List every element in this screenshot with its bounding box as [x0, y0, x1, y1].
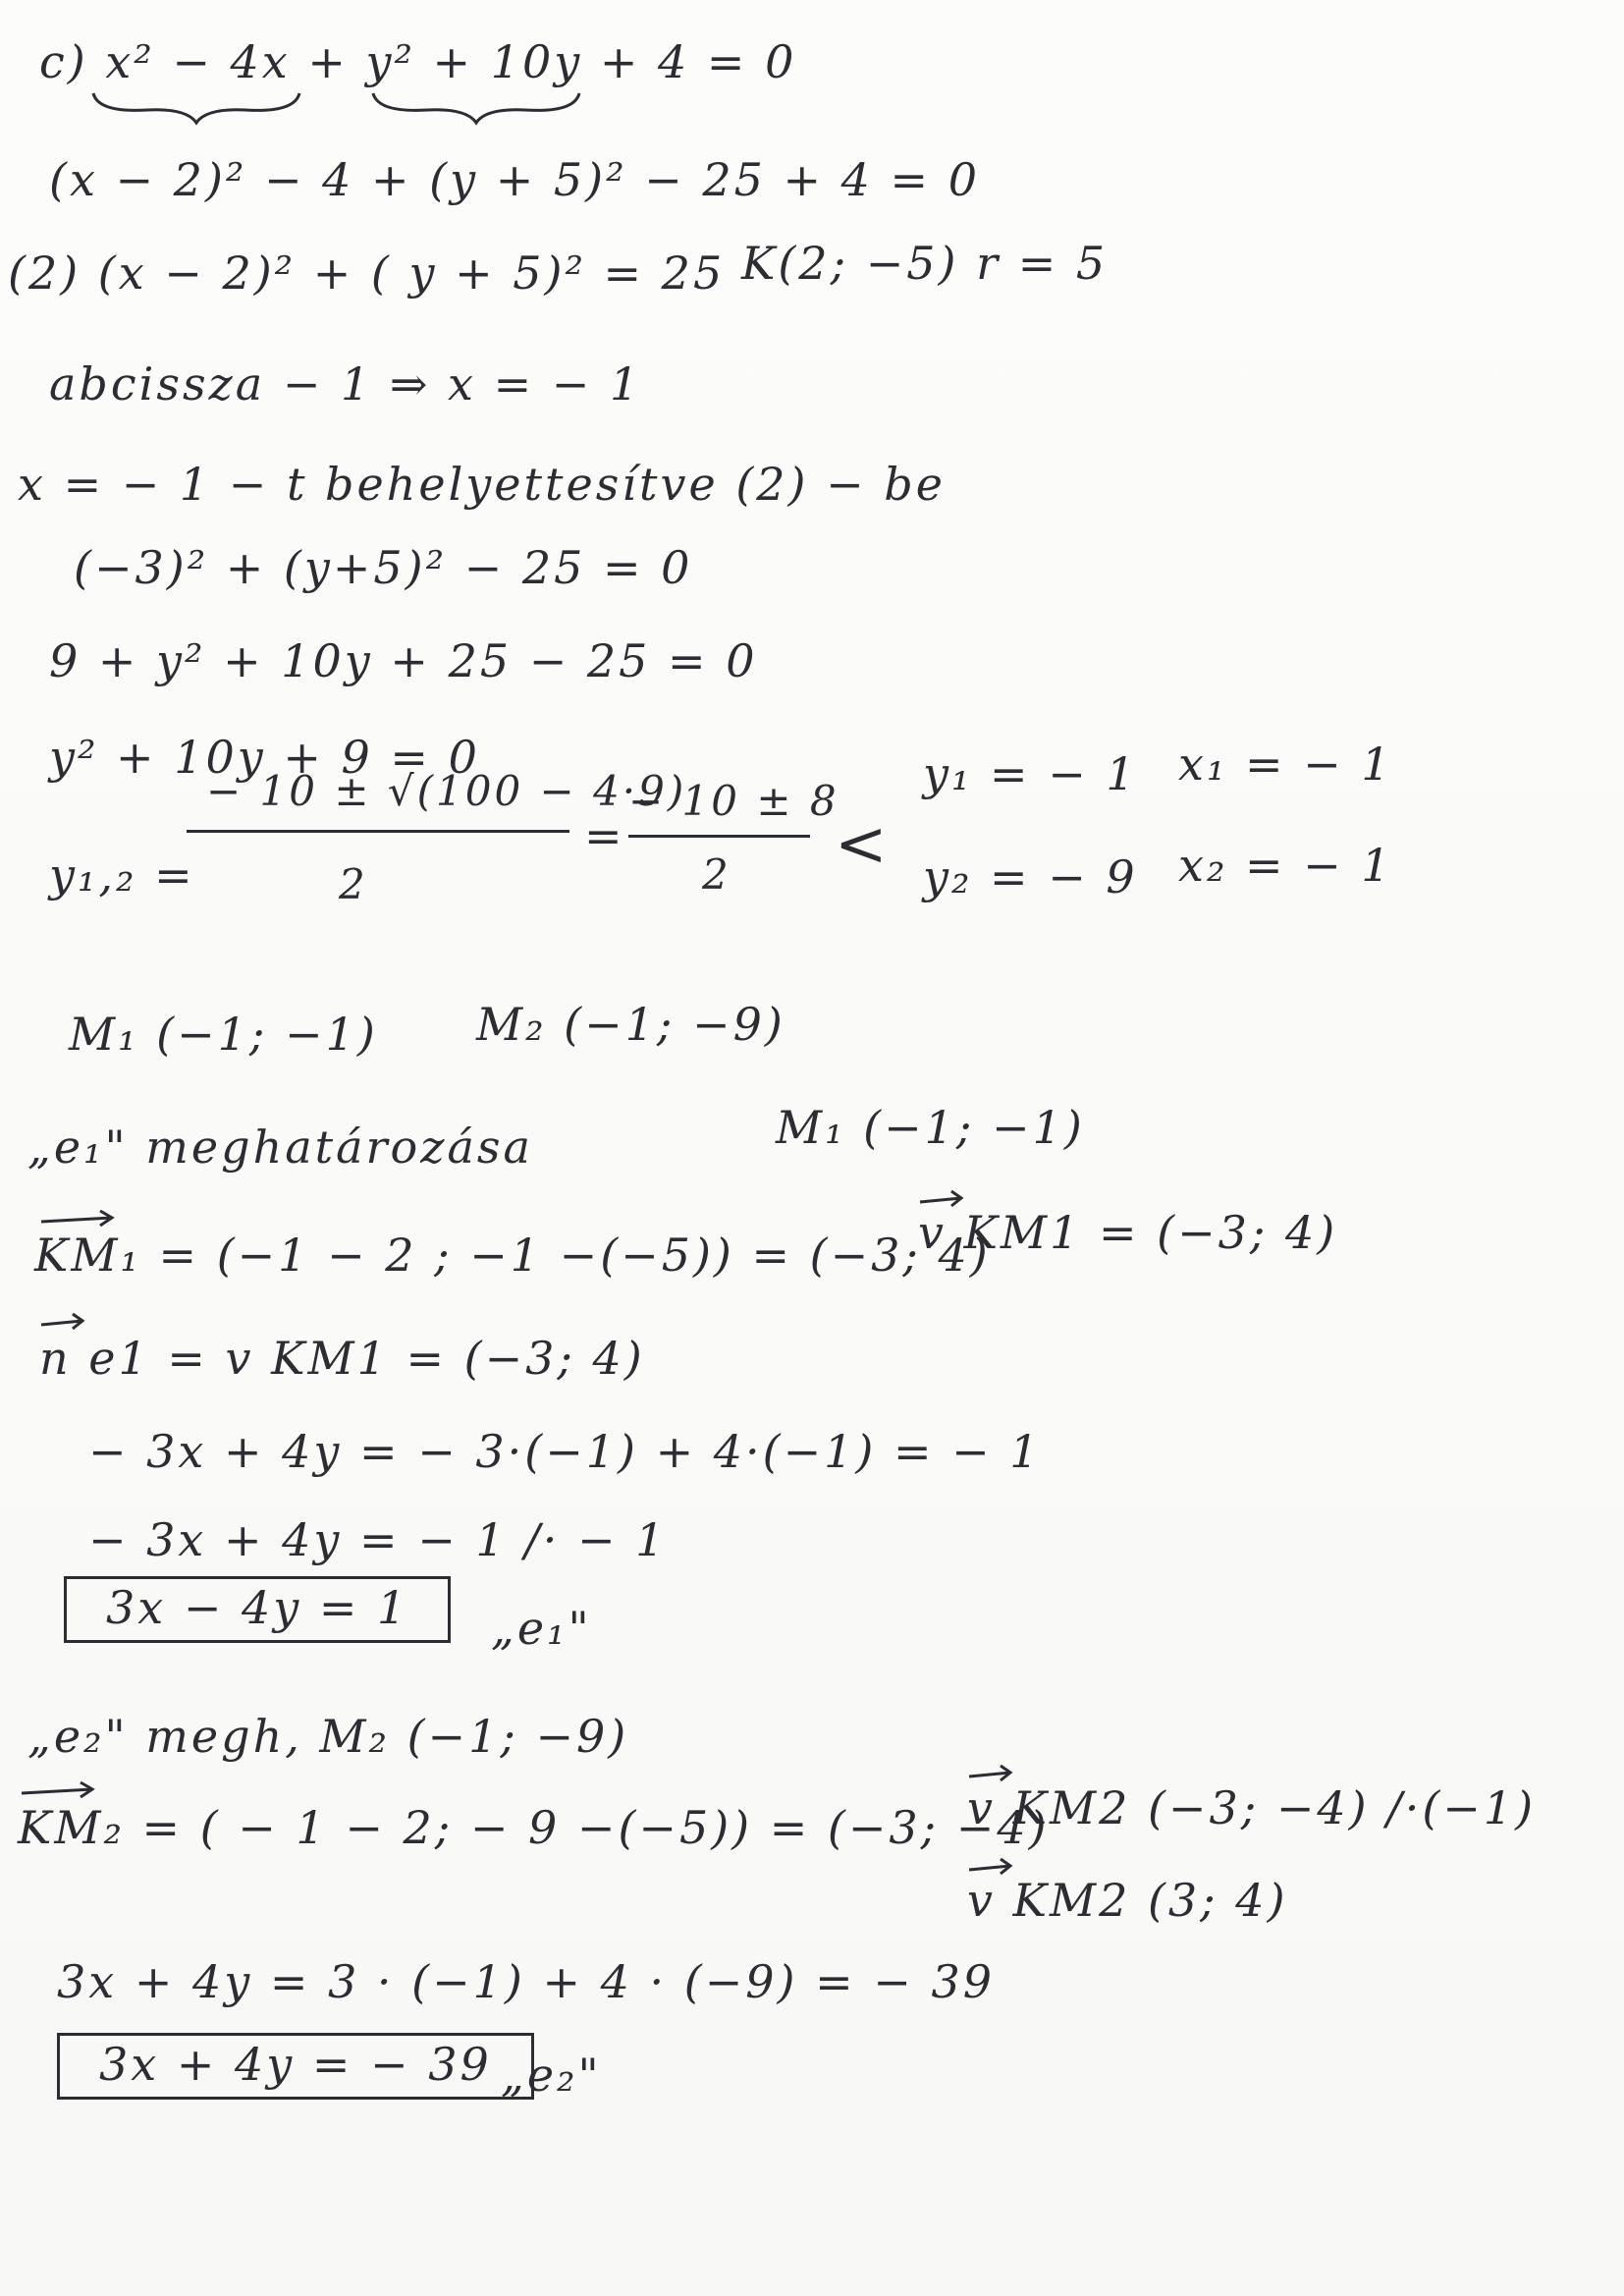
line-circle-standard: (2) (x − 2)² + ( y + 5)² = 25: [8, 246, 726, 300]
quadratic-denominator: 2: [339, 860, 368, 908]
line-substitute: x = − 1 − t behelyettesítve (2) − be: [18, 458, 946, 511]
equals-sign: =: [584, 809, 625, 862]
vector-arrow-km2: [20, 1779, 98, 1803]
quadratic-denominator-2: 2: [702, 850, 731, 899]
root-x1: x₁ = − 1: [1178, 738, 1393, 791]
line-expanded-eq: 9 + y² + 10y + 25 − 25 = 0: [49, 634, 758, 687]
direction-vector-km2: v KM2 (−3; −4) /·(−1): [967, 1781, 1537, 1834]
underbrace-x: [88, 88, 304, 128]
point-m1: M₁ (−1; −1): [69, 1008, 378, 1061]
line-e1-substitute: − 3x + 4y = − 3·(−1) + 4·(−1) = − 1: [88, 1425, 1042, 1478]
root-y2: y₂ = − 9: [923, 850, 1138, 903]
line-center-radius: K(2; −5) r = 5: [741, 237, 1109, 290]
quadratic-numerator-2: − 10 ± 8: [628, 777, 839, 825]
root-y1: y₁ = − 1: [923, 747, 1138, 800]
direction-vector-km1: v KM1 = (−3; 4): [918, 1206, 1338, 1259]
normal-vector-e1: n e1 = v KM1 = (−3; 4): [39, 1332, 645, 1385]
point-m2: M₂ (−1; −9): [476, 998, 785, 1051]
underbrace-y: [368, 88, 584, 128]
branch-symbol: <: [835, 808, 891, 881]
line-e1-multiply: − 3x + 4y = − 1 /· − 1: [88, 1513, 668, 1566]
result-e2-box: 3x + 4y = − 39: [57, 2033, 534, 2100]
fraction-bar-2: [628, 835, 810, 838]
root-x2: x₂ = − 1: [1178, 839, 1393, 892]
line-e2-substitute: 3x + 4y = 3 · (−1) + 4 · (−9) = − 39: [57, 1955, 995, 2008]
vector-km1: KM₁ = (−1 − 2 ; −1 −(−5)) = (−3; 4): [34, 1229, 991, 1282]
vector-km2: KM₂ = ( − 1 − 2; − 9 −(−5)) = (−3; −4): [18, 1801, 1050, 1854]
line-quadratic: y² + 10y + 9 = 0: [49, 731, 480, 784]
heading-e1: „e₁" meghatározása: [27, 1121, 533, 1174]
line-substituted-eq: (−3)² + (y+5)² − 25 = 0: [74, 541, 693, 594]
label-e2: „e₂": [501, 2049, 602, 2102]
direction-vector-km2-flipped: v KM2 (3; 4): [967, 1874, 1288, 1927]
line-abscissa: abcissza − 1 ⇒ x = − 1: [49, 357, 642, 410]
fraction-bar-1: [187, 830, 569, 833]
quadratic-numerator: − 10 ± √(100 − 4·9): [206, 767, 687, 815]
point-m1-repeat: M₁ (−1; −1): [776, 1101, 1085, 1154]
line-completed-square: (x − 2)² − 4 + (y + 5)² − 25 + 4 = 0: [49, 153, 980, 206]
result-e1-box: 3x − 4y = 1: [64, 1576, 451, 1643]
line-equation-c: c) x² − 4x + y² + 10y + 4 = 0: [39, 35, 797, 88]
quadratic-label: y₁,₂ =: [49, 848, 195, 902]
label-e1: „e₁": [491, 1602, 592, 1655]
heading-e2: „e₂" megh, M₂ (−1; −9): [27, 1710, 629, 1763]
